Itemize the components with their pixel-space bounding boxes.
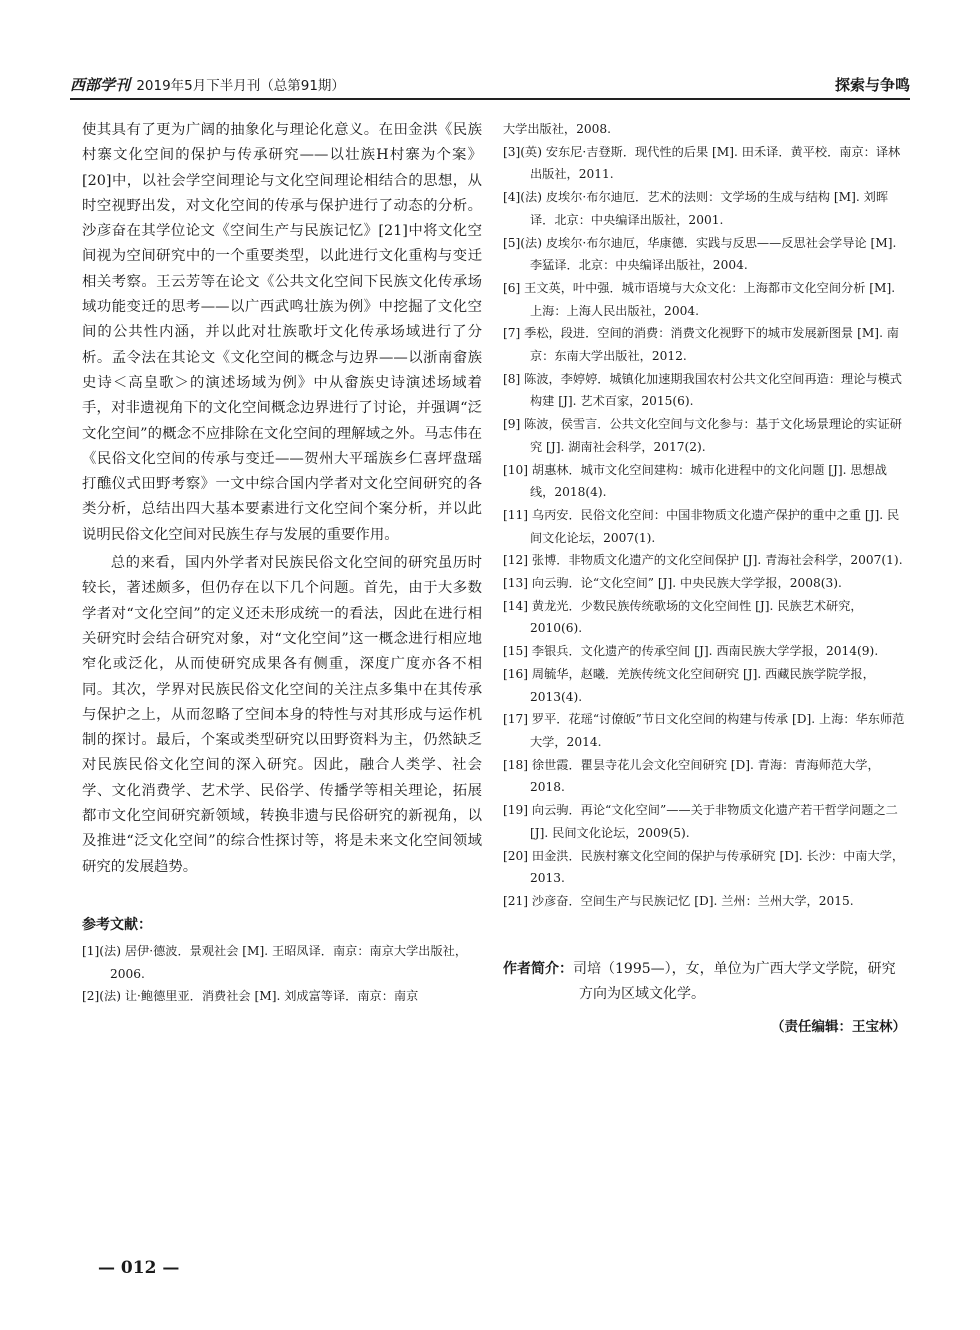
reference-item: [20] 田金洪．民族村寨文化空间的保护与传承研究 [D]. 长沙：中南大学，2013. bbox=[503, 848, 905, 886]
left-column bbox=[82, 118, 482, 1008]
reference-item: [7] 季松，段进．空间的消费：消费文化视野下的城市发展新图景 [M]. 南京：东南大学出版社，2012. bbox=[503, 326, 899, 364]
reference-item: [12] 张博．非物质文化遗产的文化空间保护 [J]. 青海社会科学，2007(1). bbox=[503, 553, 903, 568]
reference-item: [15] 李银兵．文化遗产的传承空间 [J]. 西南民族大学学报，2014(9). bbox=[503, 644, 879, 659]
reference-item: [5](法) 皮埃尔·布尔迪厄，华康德．实践与反思——反思社会学导论 [M]. 李猛译．北京：中央编译出版社，2004. bbox=[503, 235, 897, 273]
reference-item: [17] 罗平．花瑶“讨僚皈”节日文化空间的构建与传承 [D]. 上海：华东师范大学，2014. bbox=[503, 712, 905, 749]
right-column bbox=[503, 118, 906, 1035]
reference-item: [9] 陈波，侯雪言．公共文化空间与文化参与：基于文化场景理论的实证研究 [J]. 湖南社会科学，2017(2). bbox=[503, 417, 902, 454]
reference-item: [10] 胡惠林．城市文化空间建构：城市化进程中的文化问题 [J]. 思想战线，2018(4). bbox=[503, 462, 887, 500]
reference-item: [16] 周毓华，赵曦．羌族传统文化空间研究 [J]. 西藏民族学院学报，2013(4). bbox=[503, 666, 875, 704]
reference-item: [1](法) 居伊·德波．景观社会 [M]. 王昭凤译．南京：南京大学出版社，2006. bbox=[82, 943, 468, 981]
reference-item: 大学出版社，2008. bbox=[503, 122, 612, 136]
reference-item: [8] 陈波，李婷婷．城镇化加速期我国农村公共文化空间再造：理论与模式构建 [J]. 艺术百家，2015(6). bbox=[503, 371, 902, 409]
author-bio-label: 作者简介： bbox=[503, 960, 573, 977]
responsible-editor: （责任编辑：王宝林） bbox=[771, 1018, 906, 1035]
reference-item: [14] 黄龙光．少数民族传统歌场的文化空间性 [J]. 民族艺术研究，2010(6). bbox=[503, 598, 863, 636]
reference-item: [13] 向云驹．论“文化空间” [J]. 中央民族大学学报，2008(3). bbox=[503, 576, 842, 591]
page-number: — 012 — bbox=[98, 1258, 180, 1278]
reference-item: [19] 向云驹．再论“文化空间”——关于非物质文化遗产若干哲学问题之二 [J]. 民间文化论坛，2009(5). bbox=[503, 803, 898, 840]
section-title: 探索与争鸣 bbox=[834, 76, 910, 94]
reference-item: [3](英) 安东尼·吉登斯．现代性的后果 [M]. 田禾译．黄平校．南京：译林出版社，2011. bbox=[503, 144, 901, 182]
reference-item: [6] 王文英，叶中强．城市语境与大众文化：上海都市文化空间分析 [M]. 上海：上海人民出版社，2004. bbox=[503, 280, 896, 318]
body-paragraph-1: 使其具有了更为广阔的抽象化与理论化意义。在田金洪《民族村寨文化空间的保护与传承研究——以壮族H村寨为个案》[20]中，以社会学空间理论与文化空间理论相结合的思想，从时空视野出发，对文化空间的传承与保护进行了动态的分析。沙彦奋在其学位论文《空间生产与民族记忆》[21]中将文化空间视为空间研究中的一个重要类型，以此进行文化重构与变迁相关考察。王云芳等在论文《公共文化空间下民族文化传承场域功能变迁的思考——以广西武鸣壮族为例》中挖掘了文化空间的公共性内涵，并以此对壮族歌圩文化传承场域进行了分析。孟令法在其论文《文化空间的概念与边界——以浙南畲族史诗＜高皇歌＞的演述场域为例》中从畲族史诗演述场域着手，对非遗视角下的文化空间概念边界进行了讨论，并强调“泛文化空间”的概念不应排除在文化空间的理解域之外。马志伟在《民俗文化空间的传承与变迁——贺州大平瑶族乡仁喜坪盘瑶打醮仪式田野考察》一文中综合国内学者对文化空间研究的各类分析，总结出四大基本要素进行文化空间个案分析，并以此说明民俗文化空间对民族生存与发展的重要作用。 bbox=[82, 122, 482, 543]
body-paragraph-2: 总的来看，国内外学者对民族民俗文化空间的研究虽历时较长，著述颇多，但仍存在以下几个问题。首先，由于大多数学者对“文化空间”的定义还未形成统一的看法，因此在进行相关研究时会结合研究对象，对“文化空间”这一概念进行相应地窄化或泛化，从而使研究成果各有侧重，深度广度亦各不相同。其次，学界对民族民俗文化空间的关注点多集中在其传承与保护之上，从而忽略了空间本身的特性与对其形成与运作机制的探讨。最后，个案或类型研究以田野资料为主，仍然缺乏对民族民俗文化空间的深入研究。因此，融合人类学、社会学、文化消费学、艺术学、民俗学、传播学等相关理论，拓展都市文化空间研究新领域，转换非遗与民俗研究的新视角，以及推进“泛文化空间”的综合性探讨等，将是未来文化空间领域研究的发展趋势。 bbox=[82, 555, 482, 875]
page-header bbox=[70, 72, 910, 100]
journal-info bbox=[70, 74, 345, 95]
author-bio bbox=[503, 957, 906, 1007]
author-bio-text: 司培（1995—），女，单位为广西大学文学院，研究方向为区域文化学。 bbox=[573, 960, 896, 1002]
references-title: 参考文献： bbox=[82, 916, 152, 933]
reference-item: [21] 沙彦奋．空间生产与民族记忆 [D]. 兰州：兰州大学，2015. bbox=[503, 893, 854, 908]
journal-logo: 西部学刊 bbox=[70, 76, 131, 94]
reference-item: [2](法) 让·鲍德里亚．消费社会 [M]. 刘成富等译．南京：南京 bbox=[82, 989, 419, 1004]
issue-info: 2019年5月下半月刊（总第91期） bbox=[136, 78, 345, 94]
reference-item: [4](法) 皮埃尔·布尔迪厄．艺术的法则：文学场的生成与结构 [M]. 刘晖译．北京：中央编译出版社，2001. bbox=[503, 190, 889, 227]
reference-item: [18] 徐世霞．瞿昙寺花儿会文化空间研究 [D]. 青海：青海师范大学，2018. bbox=[503, 757, 880, 795]
reference-item: [11] 乌丙安．民俗文化空间：中国非物质文化遗产保护的重中之重 [J]. 民间文化论坛，2007(1). bbox=[503, 507, 900, 545]
